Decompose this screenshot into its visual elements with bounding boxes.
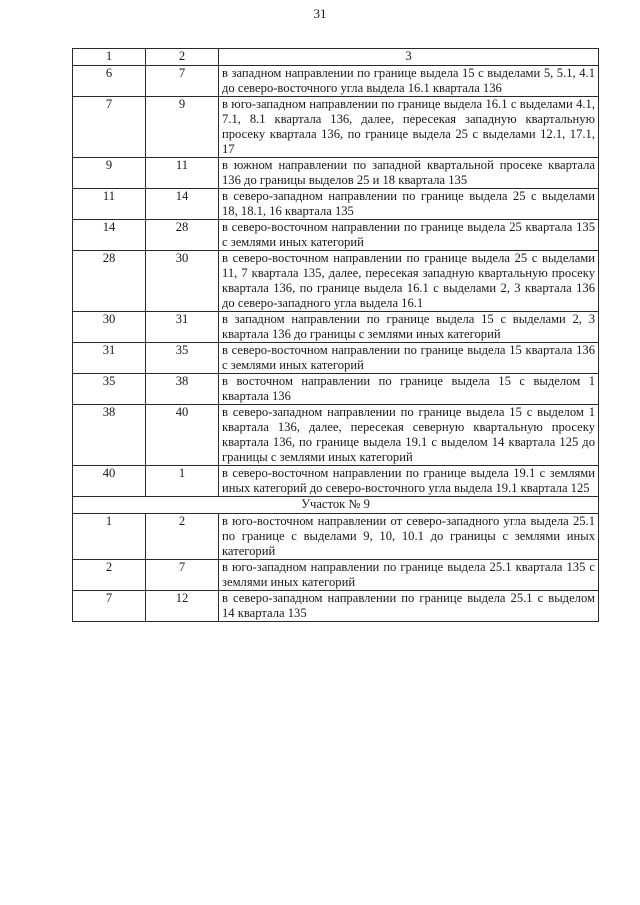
boundary-description-cell: в восточном направлении по границе выдела 15 с выделом 1 квартала 136 <box>219 374 599 405</box>
point-to-cell: 12 <box>146 591 219 622</box>
boundary-description-cell: в северо-восточном направлении по границе выдела 25 квартала 135 с землями иных категорий <box>219 220 599 251</box>
point-to-cell: 7 <box>146 66 219 97</box>
boundary-description-cell: в северо-восточном направлении по границе выдела 25 с выделами 11, 7 квартала 135, далее, пересекая западную квартальную просеку квартала 136, по границе выдела 16.1 с выделами 2, 3 квартала 136 до северо-западного угла выдела 16.1 <box>219 251 599 312</box>
point-to-cell: 1 <box>146 466 219 497</box>
point-from-cell: 11 <box>73 189 146 220</box>
table-header-row <box>73 49 599 66</box>
point-to-cell: 2 <box>146 514 219 560</box>
table-row <box>73 560 599 591</box>
point-to-cell: 35 <box>146 343 219 374</box>
point-from-cell: 1 <box>73 514 146 560</box>
boundary-description-cell: в северо-западном направлении по границе выдела 25.1 с выделом 14 квартала 135 <box>219 591 599 622</box>
point-to-cell: 38 <box>146 374 219 405</box>
page-number: 31 <box>313 6 327 21</box>
table-row <box>73 514 599 560</box>
table-row <box>73 251 599 312</box>
table-row <box>73 405 599 466</box>
table-row <box>73 591 599 622</box>
column-header-2: 2 <box>146 49 219 66</box>
table-row <box>73 189 599 220</box>
point-to-cell: 7 <box>146 560 219 591</box>
point-to-cell: 11 <box>146 158 219 189</box>
point-from-cell: 28 <box>73 251 146 312</box>
boundary-description-cell: в северо-западном направлении по границе выдела 15 с выделом 1 квартала 136, далее, пересекая северную квартальную просеку квартала 136, по границе выдела 19.1 с выделом 14 квартала 125 до границы с землями иных категорий <box>219 405 599 466</box>
point-from-cell: 30 <box>73 312 146 343</box>
table-row <box>73 374 599 405</box>
table-row <box>73 97 599 158</box>
table-row <box>73 158 599 189</box>
table-row <box>73 220 599 251</box>
table-row <box>73 66 599 97</box>
point-from-cell: 7 <box>73 591 146 622</box>
boundary-description-cell: в южном направлении по западной квартальной просеке квартала 136 до границы выделов 25 и 18 квартала 135 <box>219 158 599 189</box>
section-title: Участок № 9 <box>73 497 599 514</box>
point-to-cell: 14 <box>146 189 219 220</box>
point-from-cell: 2 <box>73 560 146 591</box>
point-to-cell: 40 <box>146 405 219 466</box>
table-row <box>73 312 599 343</box>
boundary-description-cell: в западном направлении по границе выдела 15 с выделами 2, 3 квартала 136 до границы с землями иных категорий <box>219 312 599 343</box>
point-to-cell: 28 <box>146 220 219 251</box>
boundary-description-cell: в юго-западном направлении по границе выдела 25.1 квартала 135 с землями иных категорий <box>219 560 599 591</box>
boundary-description-cell: в юго-восточном направлении от северо-западного угла выдела 25.1 по границе с выделами 9, 10, 10.1 до границы с землями иных категорий <box>219 514 599 560</box>
point-to-cell: 30 <box>146 251 219 312</box>
point-from-cell: 7 <box>73 97 146 158</box>
point-from-cell: 31 <box>73 343 146 374</box>
boundary-table <box>72 48 599 622</box>
boundary-description-cell: в северо-восточном направлении по границе выдела 19.1 с землями иных категорий до северо-восточного угла выдела 19.1 квартала 125 <box>219 466 599 497</box>
point-to-cell: 31 <box>146 312 219 343</box>
point-from-cell: 35 <box>73 374 146 405</box>
point-from-cell: 9 <box>73 158 146 189</box>
column-header-3: 3 <box>219 49 599 66</box>
section-header-row <box>73 497 599 514</box>
boundary-description-cell: в северо-восточном направлении по границе выдела 15 квартала 136 с землями иных категорий <box>219 343 599 374</box>
table-row <box>73 466 599 497</box>
boundary-description-cell: в юго-западном направлении по границе выдела 16.1 с выделами 4.1, 7.1, 8.1 квартала 136, далее, пересекая западную квартальную просеку квартала 136, по границе выдела 25 с выделами 12.1, 17.1, 17 <box>219 97 599 158</box>
point-from-cell: 14 <box>73 220 146 251</box>
point-to-cell: 9 <box>146 97 219 158</box>
boundary-description-cell: в западном направлении по границе выдела 15 с выделами 5, 5.1, 4.1 до северо-восточного угла выдела 16.1 квартала 136 <box>219 66 599 97</box>
point-from-cell: 6 <box>73 66 146 97</box>
column-header-1: 1 <box>73 49 146 66</box>
point-from-cell: 40 <box>73 466 146 497</box>
point-from-cell: 38 <box>73 405 146 466</box>
table-row <box>73 343 599 374</box>
boundary-description-cell: в северо-западном направлении по границе выдела 25 с выделами 18, 18.1, 16 квартала 135 <box>219 189 599 220</box>
